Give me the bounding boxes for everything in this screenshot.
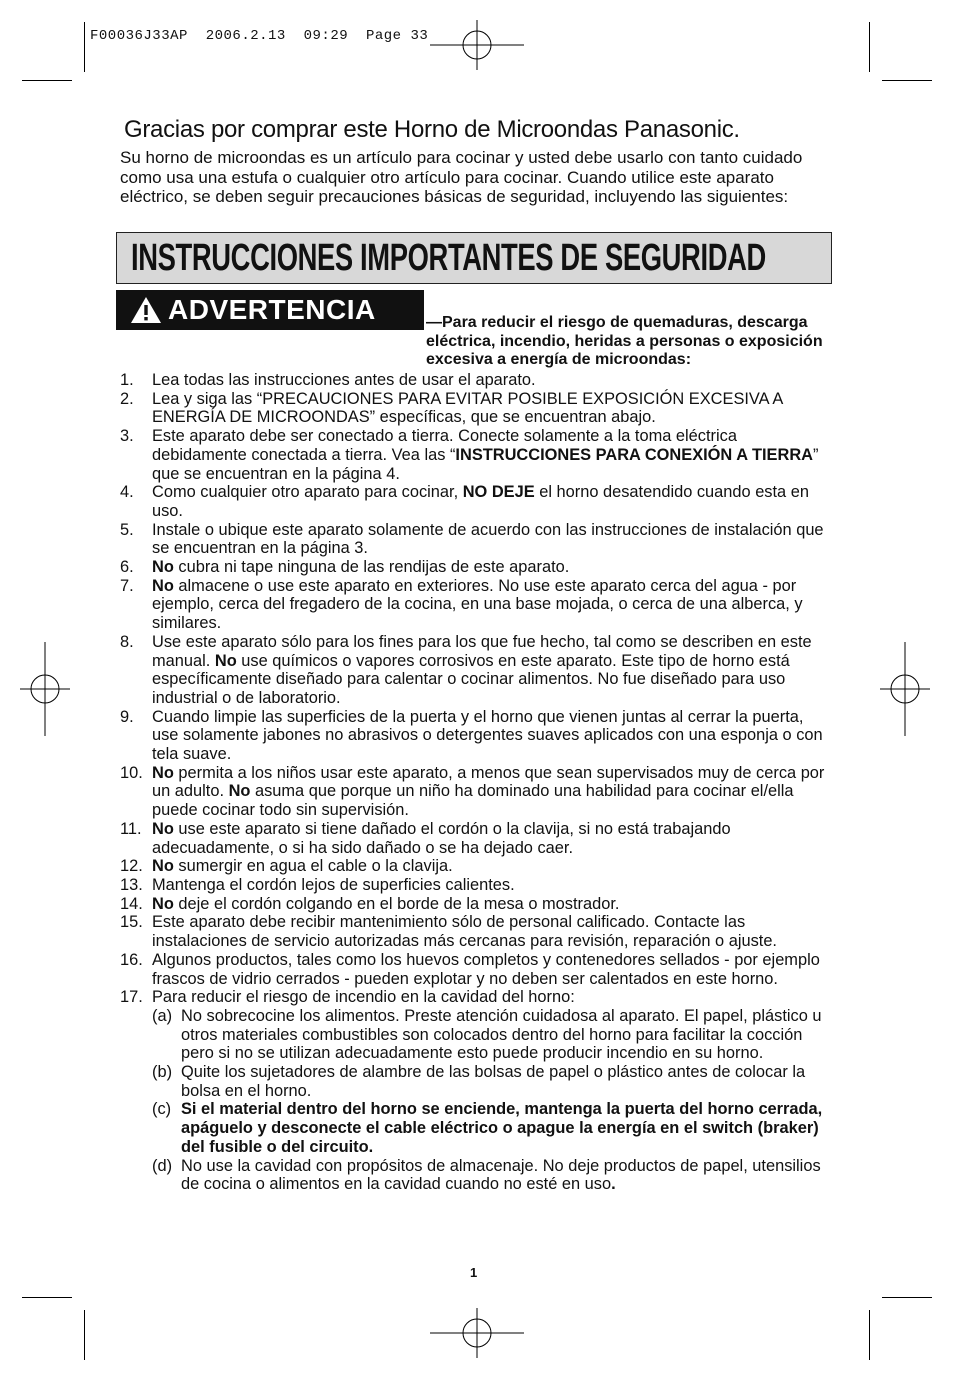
- item-text: Quite los sujetadores de alambre de las bolsas de papel o plástico antes de colocar la bolsa en el horno.: [181, 1063, 806, 1100]
- item-body: [152, 895, 619, 913]
- page-title: Gracias por comprar este Horno de Microondas Panasonic.: [124, 116, 740, 143]
- item-body: [152, 876, 515, 894]
- crop-mark: [882, 1297, 932, 1298]
- item-text: permita a los niños usar este aparato, a menos que sean supervisados muy de cerca por un adulto.: [152, 763, 825, 801]
- item-number: 16.: [120, 950, 143, 969]
- registration-mark-icon: [880, 642, 930, 736]
- sub-item-body: [181, 1157, 821, 1194]
- bold-text: No: [152, 857, 174, 876]
- item-number: 5.: [120, 520, 134, 539]
- item-number: 6.: [120, 558, 134, 577]
- item-number: 7.: [120, 576, 134, 595]
- warning-lead-text: [120, 314, 832, 370]
- sub-list-item: [152, 1007, 832, 1063]
- item-number: 3.: [120, 427, 134, 446]
- sub-item-letter: (d): [152, 1156, 173, 1175]
- item-number: 14.: [120, 894, 143, 913]
- registration-mark-icon: [430, 1308, 524, 1358]
- item-body: [152, 633, 812, 707]
- item-body: [152, 708, 823, 763]
- item-body: [152, 521, 824, 558]
- item-text: Use este aparato sólo para los fines para los que fue hecho, tal como se describen en este manual.: [152, 632, 812, 670]
- item-number: 2.: [120, 389, 134, 408]
- crop-mark: [22, 1297, 72, 1298]
- banner-title: INSTRUCCIONES IMPORTANTES DE SEGURIDAD: [131, 236, 766, 279]
- item-number: 10.: [120, 763, 143, 782]
- item-text: el horno desatendido cuando esta en uso.: [152, 483, 809, 520]
- list-item: [120, 876, 832, 895]
- item-number: 8.: [120, 632, 134, 651]
- item-body: [152, 764, 824, 819]
- sub-item-letter: (c): [152, 1100, 172, 1119]
- item-body: [152, 558, 569, 576]
- item-text: Mantenga el cordón lejos de superficies calientes.: [152, 875, 515, 894]
- item-body: [152, 857, 453, 875]
- bold-text: No: [152, 576, 174, 595]
- item-text: Para reducir el riesgo de incendio en la cavidad del horno:: [152, 988, 575, 1007]
- item-body: [152, 577, 803, 632]
- bold-text: No: [152, 819, 174, 838]
- list-item: [120, 764, 832, 820]
- crop-mark: [22, 80, 72, 81]
- item-number: 9.: [120, 707, 134, 726]
- sub-list-item: [152, 1063, 832, 1100]
- item-text: Algunos productos, tales como los huevos completos y contenedores sellados - por ejemplo frascos de vidrio cerrados - pueden explotar y no deben ser calentados en este horno.: [152, 950, 820, 988]
- item-text: Este aparato debe recibir mantenimiento sólo de personal calificado. Contacte las instalaciones de servicio autorizadas más cercanas para revisión, reparación o ajuste.: [152, 913, 777, 951]
- item-text: cubra ni tape ninguna de las rendijas de este aparato.: [173, 558, 570, 577]
- item-text: ” que se encuentran en la página 4.: [152, 445, 819, 483]
- bold-text: Si el material dentro del horno se enciende, mantenga la puerta del horno cerrada, apáguelo y desconecte el cable eléctrico o apague la energía en el switch (braker) del fusible o del circuito.: [181, 1100, 823, 1156]
- bold-text: INSTRUCCIONES PARA CONEXIÓN A TIERRA: [455, 445, 813, 464]
- list-item: [120, 913, 832, 950]
- sub-item-letter: (a): [152, 1006, 173, 1025]
- sub-item-letter: (b): [152, 1063, 173, 1082]
- item-number: 15.: [120, 913, 143, 932]
- list-item: [120, 577, 832, 633]
- sub-item-body: [181, 1007, 822, 1062]
- list-item: [120, 427, 832, 483]
- item-number: 12.: [120, 857, 143, 876]
- crop-mark: [84, 1310, 85, 1360]
- item-text: deje el cordón colgando en el borde de la mesa o mostrador.: [173, 894, 620, 913]
- item-body: [152, 913, 777, 950]
- item-body: [152, 427, 818, 482]
- bold-text: No: [152, 894, 174, 913]
- safety-banner: [116, 232, 832, 284]
- registration-mark-icon: [430, 20, 524, 70]
- safety-instruction-list: [120, 371, 832, 1194]
- item-number: 17.: [120, 988, 143, 1007]
- page-number: 1: [470, 1265, 478, 1280]
- item-number: 4.: [120, 483, 134, 502]
- item-text: use químicos o vapores corrosivos en este aparato. Este tipo de horno está específicamente diseñado para calentar o cocinar alimentos. No fue diseñado para uso industrial o de laboratorio.: [152, 651, 790, 707]
- item-number: 13.: [120, 875, 143, 894]
- item-body: [152, 951, 820, 988]
- crop-mark: [84, 22, 85, 72]
- sub-list: [152, 1007, 832, 1194]
- sub-item-body: [181, 1100, 822, 1155]
- item-body: [152, 820, 731, 857]
- item-text: Lea todas las instrucciones antes de usar el aparato.: [152, 371, 536, 389]
- item-text: No use la cavidad con propósitos de almacenaje. No deje productos de papel, utensilios de cocina o alimentos en la cavidad cuando no esté en uso: [181, 1156, 821, 1194]
- item-text: almacene o use este aparato en exteriores. No use este aparato cerca del agua - por ejemplo, cerca del fregadero de la cocina, en una base mojada, o cerca de una alberca, y similares.: [152, 576, 803, 633]
- item-number: 11.: [120, 819, 142, 838]
- sub-list-item: [152, 1157, 832, 1194]
- item-text: Cuando limpie las superficies de la puerta y el horno que vienen juntas al cerrar la puerta, use solamente jabones no abrasivos o detergentes suaves aplicados con una esponja o con tela suave.: [152, 707, 823, 764]
- crop-mark: [869, 22, 870, 72]
- item-text: Lea y siga las “PRECAUCIONES PARA EVITAR POSIBLE EXPOSICIÓN EXCESIVA A ENERGÍA DE MICROONDAS” específicas, que se encuentran abajo.: [152, 389, 783, 427]
- item-body: [152, 988, 575, 1006]
- list-item: [120, 633, 832, 708]
- printer-slug: F00036J33AP 2006.2.13 09:29 Page 33: [90, 28, 429, 44]
- list-item: [120, 521, 832, 558]
- warning-label: ADVERTENCIA: [168, 294, 376, 325]
- bold-text: NO DEJE: [462, 483, 535, 502]
- list-item: [120, 857, 832, 876]
- crop-mark: [882, 80, 932, 81]
- item-text: Como cualquier otro aparato para cocinar,: [152, 483, 463, 502]
- item-number: 1.: [120, 371, 134, 389]
- intro-paragraph: Su horno de microondas es un artículo para cocinar y usted debe usarlo con tanto cuidado como usa una estufa o cualquier otro artículo para cocinar. Cuando utilice este aparato eléctrico, se deben seguir precauciones básicas de seguridad, incluyendo las siguientes:: [120, 148, 803, 206]
- list-item: [120, 951, 832, 988]
- bold-text: No: [228, 782, 251, 801]
- item-text: Instale o ubique este aparato solamente de acuerdo con las instrucciones de instalación que se encuentran en la página 3.: [152, 520, 824, 558]
- sub-list-item: [152, 1100, 832, 1156]
- list-item: [120, 708, 832, 764]
- sub-item-body: [181, 1063, 805, 1100]
- list-item: [120, 483, 832, 520]
- registration-mark-icon: [20, 642, 70, 736]
- bold-text: No: [152, 763, 174, 782]
- item-body: [152, 483, 809, 520]
- item-text: use este aparato si tiene dañado el cordón o la clavija, si no está trabajando adecuadamente, o si ha sido dañado o se ha dejado caer.: [152, 819, 731, 857]
- list-item: [120, 558, 832, 577]
- bold-text: .: [611, 1175, 616, 1194]
- item-text: No sobrecocine los alimentos. Preste atención cuidadosa al aparato. El papel, plástico u otros materiales combustibles son colocados dentro del horno para facilitar la cocción pero si no se utilizan adecuadamente esto puede producir incendio en su horno.: [181, 1006, 822, 1063]
- list-item: [120, 988, 832, 1194]
- list-item: [120, 820, 832, 857]
- item-text: Este aparato debe ser conectado a tierra. Conecte solamente a la toma eléctrica debidamente conectada a tierra. Vea las “: [152, 427, 737, 464]
- bold-text: No: [214, 651, 237, 670]
- item-body: [152, 390, 782, 427]
- item-text: sumergir en agua el cable o la clavija.: [173, 857, 453, 876]
- warning-lead: —Para reducir el riesgo de quemaduras, descarga eléctrica, incendio, heridas a personas o exposición excesiva a energía de microondas:: [426, 314, 823, 368]
- list-item: [120, 895, 832, 914]
- list-item: [120, 390, 832, 427]
- item-text: asuma que porque un niño ha dominado una habilidad para cocinar el/ella puede cocinar todo sin supervisión.: [152, 782, 794, 820]
- item-body: [152, 371, 536, 389]
- bold-text: No: [152, 558, 174, 577]
- list-item: [120, 371, 832, 390]
- crop-mark: [869, 1310, 870, 1360]
